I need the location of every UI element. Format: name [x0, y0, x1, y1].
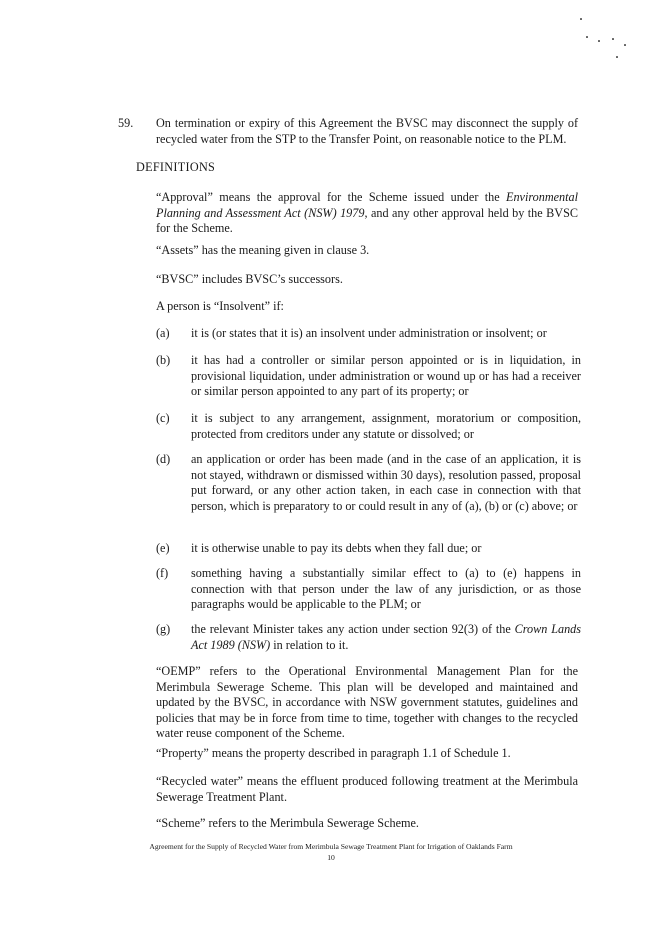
- crown-lands-act-title: Crown Lands Act 1989 (NSW): [191, 622, 582, 652]
- approval-act-title: Environmental Planning and Assessment Act (NSW) 1979: [156, 190, 578, 220]
- item-label: (f): [156, 566, 169, 580]
- definition-insolvent-intro: A person is “Insolvent” if:: [156, 299, 284, 313]
- definition-scheme: “Scheme” refers to the Merimbula Sewerage Scheme.: [156, 816, 419, 830]
- clause-number: 59.: [118, 116, 134, 130]
- scan-speck: [586, 36, 588, 38]
- item-label: (c): [156, 411, 170, 425]
- scan-speck: [598, 40, 600, 42]
- item-label: (d): [156, 452, 171, 466]
- item-label: (e): [156, 541, 170, 555]
- scan-speck: [616, 56, 618, 58]
- scan-speck: [580, 18, 582, 20]
- insolvent-item-f: something having a substantially similar effect to (a) to (e) happens in connection with that person under the law of any jurisdiction, or as those paragraphs would be applicable to the PLM; or: [191, 566, 581, 612]
- item-g-text-2: in relation to it.: [270, 637, 349, 652]
- definition-assets: “Assets” has the meaning given in clause 3.: [156, 243, 370, 257]
- insolvent-item-a: it is (or states that it is) an insolvent under administration or insolvent; or: [191, 326, 547, 340]
- item-label: (a): [156, 326, 170, 340]
- definition-oemp: “OEMP” refers to the Operational Environmental Management Plan for the Merimbula Sewerage Scheme. This plan will be developed and maintained and updated by the BVSC, in accordance with NSW government statutes, guidelines and policies that may be in force from time to time, together with changes to the recycled water reuse component of the Scheme.: [156, 664, 578, 741]
- definition-property: “Property” means the property described in paragraph 1.1 of Schedule 1.: [156, 746, 511, 760]
- insolvent-item-c: it is subject to any arrangement, assignment, moratorium or composition, protected from creditors under any statute or dissolved; or: [191, 411, 581, 441]
- page-number: 10: [327, 853, 335, 862]
- footer-title: Agreement for the Supply of Recycled Water from Merimbula Sewage Treatment Plant for Irrigation of Oaklands Farm: [149, 842, 513, 851]
- insolvent-item-d: an application or order has been made (and in the case of an application, it is not stayed, withdrawn or dismissed within 30 days), resolution passed, proposal put forward, or any other action taken, in each case in connection with that person, which is preparatory to or could result in any of (a), (b) or (c) above; or: [191, 452, 581, 513]
- insolvent-item-g: [191, 622, 581, 653]
- insolvent-item-b: it has had a controller or similar person appointed or is in liquidation, in provisional liquidation, under administration or wound up or has had a receiver or similar person appointed to any part of its property; or: [191, 353, 581, 399]
- insolvent-item-e: it is otherwise unable to pay its debts when they fall due; or: [191, 541, 482, 555]
- scan-speck: [612, 38, 614, 40]
- approval-text-1: “Approval” means the approval for the Scheme issued under the: [156, 190, 507, 204]
- clause-59-text: On termination or expiry of this Agreement the BVSC may disconnect the supply of recycled water from the STP to the Transfer Point, on reasonable notice to the PLM.: [156, 116, 578, 146]
- definition-bvsc: “BVSC” includes BVSC’s successors.: [156, 272, 343, 286]
- item-label: (b): [156, 353, 171, 367]
- definitions-heading: DEFINITIONS: [136, 160, 216, 174]
- approval-text-2: , and any other approval held by the BVSC for the Scheme.: [156, 205, 578, 236]
- definition-approval: [156, 190, 578, 237]
- item-g-text-1: the relevant Minister takes any action under section 92(3) of the: [191, 622, 515, 636]
- definition-recycled-water: “Recycled water” means the effluent produced following treatment at the Merimbula Sewerage Treatment Plant.: [156, 774, 578, 804]
- item-label: (g): [156, 622, 171, 636]
- scan-speck: [624, 44, 626, 46]
